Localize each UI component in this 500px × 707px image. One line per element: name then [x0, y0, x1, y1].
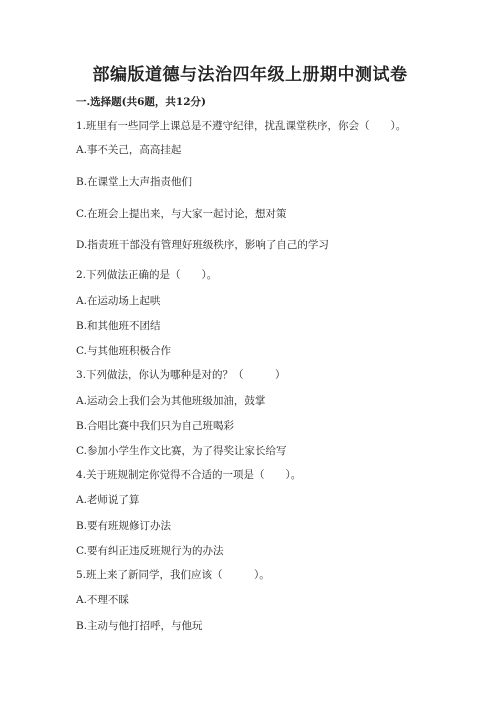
question-2-option-a: A.在运动场上起哄	[76, 295, 161, 307]
question-1-option-a: A.事不关己，高高挂起	[76, 144, 182, 156]
question-4: 4.关于班规制定你觉得不合适的一项是（ ）。	[76, 469, 302, 481]
question-3-option-b: B.合唱比赛中我们只为自己班喝彩	[76, 420, 235, 432]
question-3-option-c: C.参加小学生作文比赛，为了得奖让家长给写	[76, 445, 287, 457]
section-heading: 一.选择题(共6题，共12分)	[76, 96, 207, 108]
question-2: 2.下列做法正确的是（ ）。	[76, 269, 218, 281]
question-4-option-a: A.老师说了算	[76, 494, 140, 506]
question-5-option-b: B.主动与他打招呼，与他玩	[76, 620, 203, 632]
page-title: 部编版道德与法治四年级上册期中测试卷	[92, 65, 408, 85]
question-2-option-b: B.和其他班不团结	[76, 320, 161, 332]
question-1-option-c: C.在班会上提出来，与大家一起讨论，想对策	[76, 208, 287, 220]
question-4-option-c: C.要有纠正违反班规行为的办法	[76, 545, 224, 557]
question-2-option-c: C.与其他班积极合作	[76, 345, 171, 357]
question-1: 1.班里有一些同学上课总是不遵守纪律，扰乱课堂秩序，你会（ ）。	[76, 120, 407, 132]
question-3: 3.下列做法，你认为哪种是对的？（ ）	[76, 369, 286, 381]
question-5: 5.班上来了新同学，我们应该（ ）。	[76, 569, 270, 581]
question-3-option-a: A.运动会上我们会为其他班级加油，鼓掌	[76, 395, 266, 407]
question-1-option-d: D.指责班干部没有管理好班级秩序，影响了自己的学习	[76, 239, 329, 251]
question-5-option-a: A.不理不睬	[76, 594, 129, 606]
question-1-option-b: B.在课堂上大声指责他们	[76, 176, 193, 188]
question-4-option-b: B.要有班规修订办法	[76, 520, 172, 532]
